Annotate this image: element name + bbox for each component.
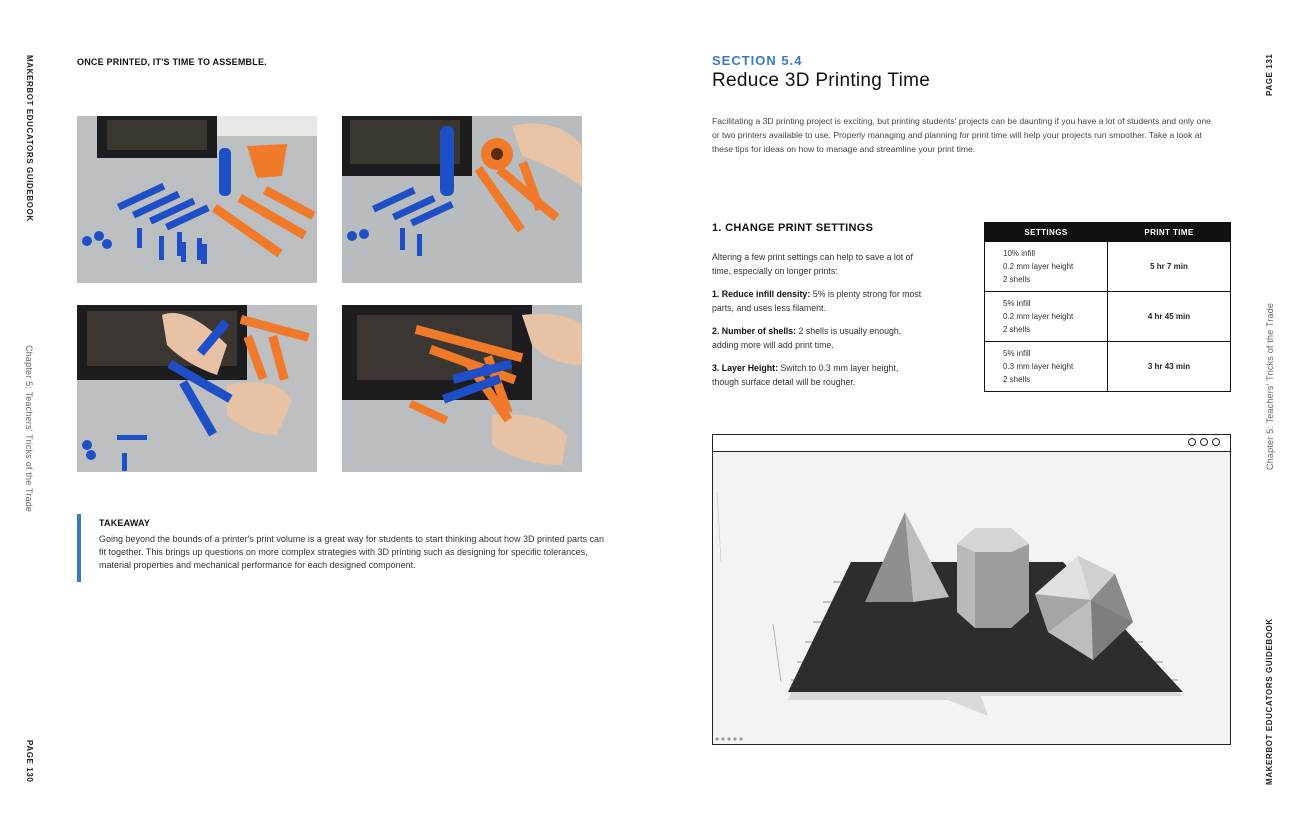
section-title: Reduce 3D Printing Time bbox=[712, 70, 931, 91]
photo-connecting-arms bbox=[77, 305, 317, 472]
print-time-cell: 4 hr 45 min bbox=[1108, 292, 1231, 342]
settings-cell bbox=[985, 242, 1108, 292]
tip-text: 2 shells is usually enough, adding more will add print time. bbox=[712, 326, 902, 350]
layer-value: 0.3 mm layer height bbox=[1003, 362, 1074, 371]
spine-chapter-left: Chapter 5: Teachers' Tricks of the Trade bbox=[24, 345, 34, 513]
layer-value: 0.2 mm layer height bbox=[1003, 262, 1074, 271]
page-number-left: PAGE 130 bbox=[25, 740, 34, 783]
tip-label: 1. Reduce infill density: bbox=[712, 289, 811, 299]
window-dot-icon bbox=[1212, 438, 1220, 446]
infill-value: 5% infill bbox=[1003, 299, 1031, 308]
tip-infill bbox=[712, 287, 927, 315]
infill-value: 10% infill bbox=[1003, 249, 1036, 258]
window-dot-icon bbox=[1200, 438, 1208, 446]
table-header: SETTINGS bbox=[985, 223, 1108, 242]
photo-completed-assembly bbox=[342, 305, 582, 472]
print-settings-body bbox=[712, 250, 927, 398]
right-page bbox=[650, 0, 1300, 840]
layer-value: 0.2 mm layer height bbox=[1003, 312, 1074, 321]
photo-assembling-claw bbox=[342, 116, 582, 283]
assembly-heading: ONCE PRINTED, IT'S TIME TO ASSEMBLE. bbox=[77, 57, 267, 67]
spine-title-left: MAKERBOT EDUCATORS GUIDEBOOK bbox=[25, 55, 34, 222]
tip-shells bbox=[712, 324, 927, 352]
settings-cell bbox=[985, 342, 1108, 392]
section-intro: Facilitating a 3D printing project is exciting, but printing students' projects can be daunting if you have a lot of students and only one or two printers available to use. Properly managing and planning for print time will help your projects run smoother. Take a look at these tips for ideas on how to manage and streamline your print time. bbox=[712, 116, 1211, 154]
window-titlebar bbox=[713, 435, 1230, 452]
tip-layer-height bbox=[712, 361, 927, 389]
window-dot-icon bbox=[1188, 438, 1196, 446]
table-header-row bbox=[985, 223, 1231, 242]
tip-text: Switch to 0.3 mm layer height, though surface detail will be rougher. bbox=[712, 363, 899, 387]
takeaway-title: TAKEAWAY bbox=[99, 518, 151, 528]
print-settings-intro: Altering a few print settings can help to save a lot of time, especially on longer prints: bbox=[712, 252, 913, 276]
table-row bbox=[985, 292, 1231, 342]
page-number-right: PAGE 131 bbox=[1265, 53, 1274, 96]
build-plate-viewport bbox=[713, 452, 1230, 744]
shells-value: 2 shells bbox=[1003, 375, 1031, 384]
photo-printed-parts bbox=[77, 116, 317, 283]
shells-value: 2 shells bbox=[1003, 325, 1031, 334]
window-controls bbox=[1188, 438, 1220, 446]
takeaway-body: Going beyond the bounds of a printer's print volume is a great way for students to start thinking about how 3D printed parts can fit together. This brings up questions on more complex strategies with 3D printing such as designing for specific tolerances, material properties and mechanical performance for each designed component. bbox=[99, 534, 605, 570]
infill-value: 5% infill bbox=[1003, 349, 1031, 358]
takeaway-callout bbox=[77, 514, 607, 582]
print-settings-heading: 1. CHANGE PRINT SETTINGS bbox=[712, 222, 874, 234]
spine-title-right: MAKERBOT EDUCATORS GUIDEBOOK bbox=[1265, 618, 1274, 785]
table-row bbox=[985, 342, 1231, 392]
print-time-table bbox=[984, 222, 1231, 392]
print-time-cell: 5 hr 7 min bbox=[1108, 242, 1231, 292]
tip-text: 5% is plenty strong for most parts, and uses less filament. bbox=[712, 289, 922, 313]
tip-label: 3. Layer Height: bbox=[712, 363, 778, 373]
spine-chapter-right: Chapter 5: Teachers' Tricks of the Trade bbox=[1265, 302, 1275, 470]
settings-cell bbox=[985, 292, 1108, 342]
section-label: SECTION 5.4 bbox=[712, 53, 803, 68]
table-row bbox=[985, 242, 1231, 292]
tip-label: 2. Number of shells: bbox=[712, 326, 797, 336]
slicer-preview-window bbox=[712, 434, 1231, 745]
table-header: PRINT TIME bbox=[1108, 223, 1231, 242]
shells-value: 2 shells bbox=[1003, 275, 1031, 284]
print-time-cell: 3 hr 43 min bbox=[1108, 342, 1231, 392]
